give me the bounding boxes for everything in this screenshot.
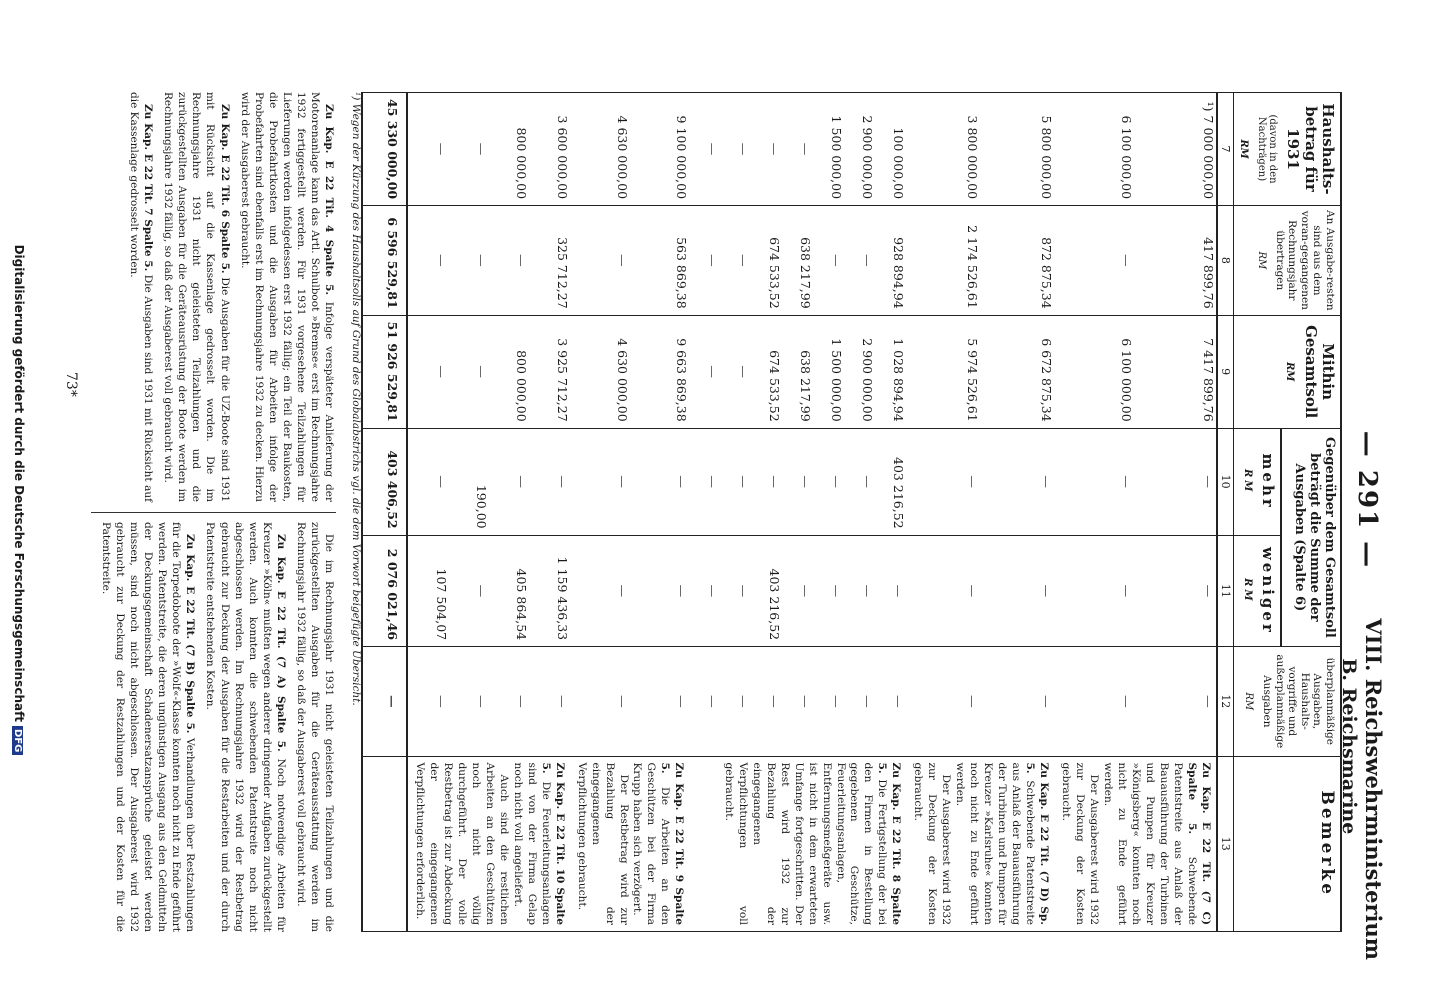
remark-text: Verhandlungen über Restzahlungen für die Torpedoboote der »Wolf«-Klasse konnten noch nicht zu Ende geführt werden. Patentstreite, die deren ungünstigen Ausgang aus den Geldmitteln der Deckungsgemeinschaft Schadenersatzansprüche geleistet werden müssen, sind noch nicht abgeschlossen. Der Ausgaberest wird 1932 gebraucht zur Deckung der Restzahlungen und der Kosten für die Patentstreite.: [100, 522, 197, 932]
table-row: [1134, 93, 1217, 932]
cell-c9: 800 000,00: [489, 315, 529, 428]
total-c12: —: [362, 647, 407, 756]
remark-cell: [906, 756, 1054, 931]
header-c7: [1233, 93, 1341, 206]
header-c8-title: An Ausgabe-resten sind aus dem voran-gegangenen Rechnungsjahr übertragen: [1273, 209, 1336, 311]
cell-c8: 325 712,27: [529, 206, 569, 316]
cell-c8: —: [844, 206, 875, 316]
cell-c11: —: [1054, 535, 1134, 647]
cell-c11: —: [980, 535, 1054, 647]
cell-c9: 2 900 000,00: [844, 315, 875, 428]
header-c9: [1233, 315, 1341, 428]
remark-ref: Zu Kap. E 22 Tit. 4 Spalte 5.: [323, 104, 335, 296]
cell-c8: 872 875,34: [980, 206, 1054, 316]
header-c7-title: Haushalts-betrag für 1931: [1284, 103, 1337, 195]
cell-c7: —: [720, 93, 751, 206]
cell-c11: —: [449, 535, 489, 647]
remark-extra: Der Ausgaberest wird 1932 zur Deckung der Kosten gebraucht.: [1060, 762, 1100, 925]
cell-c12: —: [906, 647, 980, 756]
cell-c8: —: [1054, 206, 1134, 316]
ministry-heading: [1336, 618, 1386, 960]
remark-paragraph: [294, 522, 336, 932]
remarks-left-column: [121, 92, 336, 502]
table-row: [875, 93, 906, 932]
cell-c11: 405 864,54: [489, 535, 529, 647]
total-c7: 45 330 000,00: [362, 93, 407, 206]
column-divider: [91, 512, 336, 513]
remark-ref: Zu Kap. E 22 Tit. 9 Spalte 5.: [659, 762, 686, 925]
remark-text: Noch notwendige Arbeiten für Kreuzer »Köln« mußten wegen anderer dringender Aufgaben zurückgestellt werden. Auch konnten die schwebenden Patentstreite noch nicht abgeschlossen werden. Im Rechnungsjahre 1932 wird der Restbetrag gebraucht zur Deckung der Ausgaben für die Restarbeiten und der durch Patentstreite entstehenden Kosten.: [204, 522, 287, 932]
cell-c10: —: [813, 428, 844, 535]
cell-c9: 9 663 869,38: [630, 315, 690, 428]
cell-c12: —: [875, 647, 906, 756]
remark-ref: Zu Kap. E 22 Tit. 10 Spalte 5.: [539, 762, 566, 925]
budget-table: [361, 92, 1342, 932]
cell-c12: —: [1054, 647, 1134, 756]
cell-c12: —: [782, 647, 813, 756]
cell-c12: —: [407, 647, 449, 756]
header-c10-unit: RM: [1242, 468, 1254, 495]
cell-c10: —: [489, 428, 529, 535]
remark-paragraph: [127, 92, 155, 502]
cell-c10: —: [782, 428, 813, 535]
cell-c11: —: [906, 535, 980, 647]
total-c8: 6 596 529,81: [362, 206, 407, 316]
remark-cell: [570, 756, 690, 931]
table-footnote: ¹) Wegen der Kürzung des Haushaltsolls auf Grund des Globalabstrichs vgl. die dem Vorwort beigefügte Übersicht.: [350, 92, 362, 706]
cell-c10: —: [630, 428, 690, 535]
remark-cell: [689, 756, 906, 931]
cell-c9: 6 672 875,34: [980, 315, 1054, 428]
remark-ref: Zu Kap. E 22 Tit. 7 Spalte 5.: [142, 104, 155, 272]
cell-c9: 1 028 894,94: [875, 315, 906, 428]
cell-c10: —: [1134, 428, 1217, 535]
table-row: [630, 93, 690, 932]
column-number: 7: [1217, 93, 1234, 206]
cell-c8: 638 217,99: [782, 206, 813, 316]
cell-c9: 5 974 526,61: [906, 315, 980, 428]
remark-paragraph: [203, 522, 287, 932]
header-c9-unit: RM: [1284, 361, 1296, 382]
cell-c7: —: [449, 93, 489, 206]
cell-c12: —: [751, 647, 782, 756]
cell-c10: —: [570, 428, 630, 535]
cell-c7: 800 000,00: [489, 93, 529, 206]
cell-c8: —: [570, 206, 630, 316]
remarks-right-column: [93, 522, 336, 932]
cell-c10: —: [751, 428, 782, 535]
header-c11: [1233, 535, 1281, 647]
remark-text: Die Arbeiten an den Geschützen bei der Firma Krupp haben sich verzögert.: [631, 762, 672, 925]
remark-ref: Zu Kap. E 22 Tit. (7 B) Spalte 5.: [184, 534, 197, 734]
column-number: 12: [1217, 647, 1234, 756]
cell-c9: 7 417 899,76: [1134, 315, 1217, 428]
cell-c11: —: [570, 535, 630, 647]
cell-c7: —: [782, 93, 813, 206]
cell-c11: —: [875, 535, 906, 647]
remark-ref: Zu Kap. E 22 Tit. 8 Spalte 5.: [876, 762, 903, 925]
cell-c10: —: [720, 428, 751, 535]
column-number: 13: [1217, 756, 1234, 931]
remark-paragraph: [161, 92, 231, 502]
header-c9-title: Mithin Gesamtsoll: [1301, 325, 1337, 419]
cell-c10: —: [980, 428, 1054, 535]
remark-extra: Der Restbetrag wird zur Bezahlung der eingegangenen Verpflichtungen gebraucht.: [575, 762, 630, 925]
cell-c10: —: [844, 428, 875, 535]
header-c10-title: mehr: [1259, 453, 1278, 510]
header-c7-sub: (davon in den Nachträgen): [1255, 114, 1279, 184]
cell-c11: 1 159 436,33: [529, 535, 569, 647]
cell-c11: —: [630, 535, 690, 647]
column-number: 9: [1217, 315, 1234, 428]
cell-c12: —: [813, 647, 844, 756]
header-c10: [1233, 428, 1281, 535]
remark-text: Schwebende Patentstreite aus Anlaß der Bauausführung der Turbinen und Pumpen für Kreuzer »Königsberg« konnten noch nicht zu Ende geführt werden.: [1101, 762, 1198, 925]
table-row: [529, 93, 569, 932]
cell-c12: —: [630, 647, 690, 756]
cell-c7: —: [407, 93, 449, 206]
cell-c12: —: [489, 647, 529, 756]
cell-c12: —: [449, 647, 489, 756]
digitization-text: Digitalisierung gefördert durch die Deutsche Forschungsgemeinschaft: [12, 244, 26, 723]
remark-paragraph: [238, 92, 336, 502]
page-mark: 73*: [63, 372, 79, 397]
cell-c8: —: [489, 206, 529, 316]
remark-ref: Zu Kap. E 22 Tit. (7 A) Spalte 5.: [274, 534, 287, 752]
cell-c11: —: [1134, 535, 1217, 647]
remark-extra: Der Ausgaberest wird 1932 zur Deckung der Kosten gebraucht.: [912, 762, 953, 925]
total-remark-cell: [362, 756, 407, 931]
cell-c8: —: [813, 206, 844, 316]
cell-c12: —: [844, 647, 875, 756]
cell-c9: 674 533,52: [751, 315, 782, 428]
cell-c8: 563 869,38: [630, 206, 690, 316]
cell-c10: —: [529, 428, 569, 535]
cell-c10: 403 216,52: [875, 428, 906, 535]
cell-c8: 417 899,76: [1134, 206, 1217, 316]
section-title: B. Reichsmarine: [1337, 658, 1360, 835]
header-c13: Bemerke: [1233, 756, 1341, 931]
cell-c10: 190,00: [449, 428, 489, 535]
cell-c8: —: [407, 206, 449, 316]
header-c7-unit: RM: [1238, 139, 1250, 159]
budget-table-body: [362, 93, 1233, 932]
dfg-logo: DFG: [12, 726, 23, 755]
cell-c7: 100 000,00: [875, 93, 906, 206]
cell-c8: 2 174 526,61: [906, 206, 980, 316]
cell-c7: 6 100 000,00: [1054, 93, 1134, 206]
cell-c11: —: [689, 535, 720, 647]
remark-cell: [1054, 756, 1217, 931]
remark-text: Die im Rechnungsjahr 1931 nicht geleisteten Teilzahlungen und die zurückgestellten Ausgaben für die Geräteausstattung werden im Rechnungsjahr 1932 fällig, so daß der Ausgaberest voll gebraucht wird.: [294, 522, 335, 932]
remark-text: Infolge verspäteter Anlieferung der Motorenanlage kann das Artl. Schulboot »Bremse« erst im Rechnungsjahre 1932 fertiggestellt werden. Für 1931 vorgesehene Teilzahlungen für Lieferungen werden infolgedessen erst 1932 fällig; ein Teil der Baukosten, die Probefahrtkosten und die Ausgaben für Arbeiten infolge der Probefahrten sind ebenfalls erst im Rechnungsjahre 1932 zu decken. Hierzu wird der Ausgaberest gebraucht.: [238, 92, 335, 502]
total-c11: 2 076 021,46: [362, 535, 407, 647]
cell-c11: —: [813, 535, 844, 647]
header-c12: [1233, 647, 1341, 756]
cell-c12: —: [689, 647, 720, 756]
remark-ref: Zu Kap. E 22 Tit. (7 D) Sp. 5.: [1024, 762, 1051, 925]
cell-c11: —: [844, 535, 875, 647]
cell-c10: —: [407, 428, 449, 535]
cell-c7: 5 800 000,00: [980, 93, 1054, 206]
cell-c9: —: [689, 315, 720, 428]
cell-c9: —: [449, 315, 489, 428]
remark-cell: [407, 756, 570, 931]
remark-extra: Auch sind die restlichen Arbeiten an den Geschützen noch nicht völlig durchgeführt. Der volle Restbetrag ist zur Abdeckung der eingegangenen Verpflichtungen erforderlich.: [413, 762, 510, 925]
cell-c11: 107 504,07: [407, 535, 449, 647]
cell-c12: —: [980, 647, 1054, 756]
cell-c9: 638 217,99: [782, 315, 813, 428]
cell-c12: —: [720, 647, 751, 756]
page-number: — 291 —: [1352, 430, 1382, 570]
total-c9: 51 926 529,81: [362, 315, 407, 428]
cell-c12: —: [570, 647, 630, 756]
cell-c9: —: [407, 315, 449, 428]
cell-c7: 3 800 000,00: [906, 93, 980, 206]
header-c8-unit: RM: [1256, 251, 1268, 270]
remark-ref: Zu Kap. E 22 Tit. (7 C) Spalte 5.: [1185, 762, 1212, 925]
header-c12-title: überplanmäßige Ausgaben, Haushalts-vorgriffe und außerplanmäßige Ausgaben: [1261, 654, 1336, 749]
cell-c7: 2 900 000,00: [844, 93, 875, 206]
cell-c11: —: [782, 535, 813, 647]
cell-c12: —: [1134, 647, 1217, 756]
column-number-row: [1217, 93, 1234, 932]
remark-text: Die Feuerleitungsanlagen sind von der Firma Gelap noch nicht voll angeliefert.: [511, 762, 552, 925]
cell-c10: —: [1054, 428, 1134, 535]
column-number: 10: [1217, 428, 1234, 535]
cell-c7: 9 100 000,00: [630, 93, 690, 206]
remark-ref: Zu Kap. E 22 Tit. 6 Spalte 5.: [218, 104, 231, 274]
cell-c9: 1 500 000,00: [813, 315, 844, 428]
cell-c11: —: [720, 535, 751, 647]
totals-row: [362, 93, 407, 932]
cell-c8: —: [449, 206, 489, 316]
cell-c7: —: [689, 93, 720, 206]
remark-text: Schwebende Patentstreite aus Anlaß der Bauausführung der Turbinen und Pumpen für Kreuzer »Karlsruhe« konnten noch nicht zu Ende geführt werden.: [954, 762, 1037, 925]
total-c10: 403 406,52: [362, 428, 407, 535]
column-number: 11: [1217, 535, 1234, 647]
cell-c7: ¹) 7 000 000,00: [1134, 93, 1217, 206]
cell-c10: —: [906, 428, 980, 535]
remark-text: Die Fertigstellung der bei den Firmen in Bestellung gegebenen Geschütze, Feuerleitungsanlagen, Entfernungsmeßgeräte usw. ist nicht in dem erwarteten Umfange fortgeschritten. Der Rest wird 1932 zur Bezahlung der eingegangenen Verpflichtungen voll gebraucht.: [722, 762, 889, 925]
cell-c8: —: [720, 206, 751, 316]
cell-c8: 674 533,52: [751, 206, 782, 316]
header-c11-title: weniger: [1259, 546, 1278, 635]
header-c12-unit: RM: [1243, 692, 1255, 711]
cell-c7: 4 630 000,00: [570, 93, 630, 206]
column-number: 8: [1217, 206, 1234, 316]
cell-c12: —: [529, 647, 569, 756]
cell-c9: 3 925 712,27: [529, 315, 569, 428]
cell-c9: 6 100 000,00: [1054, 315, 1134, 428]
header-c10-11: Gegenüber dem Gesamtsoll beträgt die Summe der Ausgaben (Spalte 6): [1281, 428, 1341, 646]
cell-c7: 1 500 000,00: [813, 93, 844, 206]
remark-text: Die Ausgaben sind 1931 mit Rücksicht auf die Kassenlage gedrosselt worden.: [128, 92, 155, 502]
header-c8: [1233, 206, 1341, 316]
cell-c9: —: [720, 315, 751, 428]
cell-c7: —: [751, 93, 782, 206]
cell-c10: —: [689, 428, 720, 535]
table-row: [980, 93, 1054, 932]
cell-c9: 4 630 000,00: [570, 315, 630, 428]
digitization-note: [12, 40, 26, 960]
remark-paragraph: [99, 522, 197, 932]
cell-c7: 3 600 000,00: [529, 93, 569, 206]
cell-c11: 403 216,52: [751, 535, 782, 647]
header-c11-unit: RM: [1242, 578, 1254, 604]
remark-text: Die Ausgaben für die UZ-Boote sind 1931 mit Rücksicht auf die Kassenlage gedrosselt worden. Die im Rechnungsjahre 1931 nicht geleisteten Teilzahlungen und die zurückgestellten Ausgaben für die Geräteausrüstung der Boote werden im Rechnungsjahre 1932 fällig, so daß der Ausgaberest voll gebraucht wird.: [162, 92, 231, 502]
cell-c8: 928 894,94: [875, 206, 906, 316]
cell-c8: —: [689, 206, 720, 316]
ministry-title: VIII. Reichswehrministerium: [1361, 618, 1386, 960]
